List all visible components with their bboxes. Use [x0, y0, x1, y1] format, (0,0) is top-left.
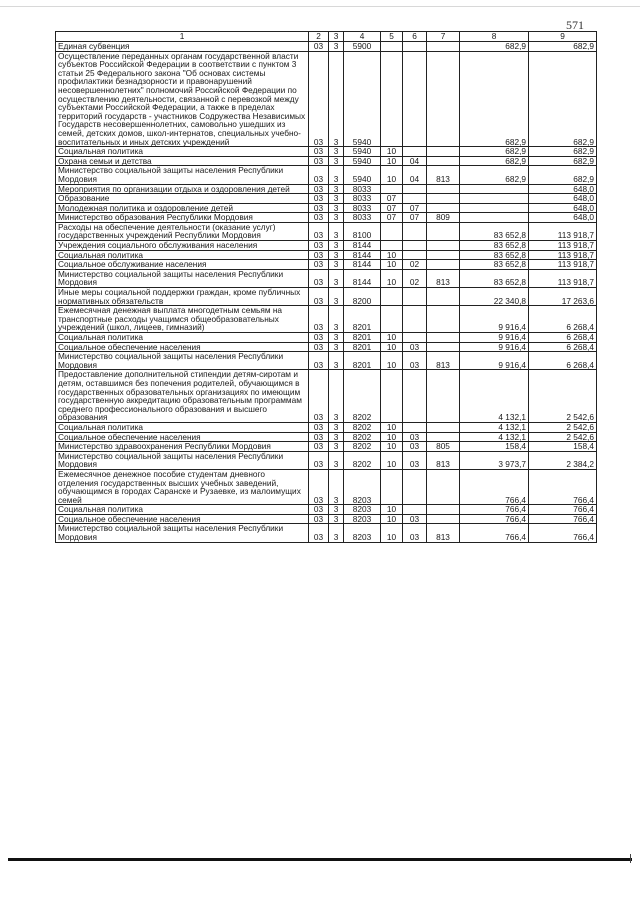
amount-col-8: 9 916,4	[460, 352, 529, 370]
code-gp: 03	[309, 147, 329, 157]
scan-mark	[630, 854, 631, 863]
amount-col-8: 9 916,4	[460, 342, 529, 352]
table-row	[56, 147, 597, 157]
code-agency: 813	[427, 166, 460, 184]
code-target: 8033	[344, 184, 381, 194]
row-description: Социальная политика	[56, 333, 309, 343]
code-target: 8033	[344, 203, 381, 213]
code-pgp: 3	[329, 288, 344, 306]
code-agency	[427, 306, 460, 333]
code-gp: 03	[309, 250, 329, 260]
code-section	[381, 51, 403, 147]
code-agency: 813	[427, 352, 460, 370]
row-description: Министерство социальной защиты населения Республики Мордовия	[56, 524, 309, 542]
column-header: 9	[529, 32, 597, 42]
code-gp: 03	[309, 51, 329, 147]
code-target: 8203	[344, 514, 381, 524]
amount-col-8: 158,4	[460, 442, 529, 452]
code-agency	[427, 147, 460, 157]
amount-col-9: 2 542,6	[529, 432, 597, 442]
row-description: Министерство социальной защиты населения Республики Мордовия	[56, 451, 309, 469]
code-agency	[427, 333, 460, 343]
code-subsection: 07	[403, 203, 427, 213]
page-number: 571	[566, 18, 584, 32]
code-agency	[427, 505, 460, 515]
code-pgp: 3	[329, 51, 344, 147]
code-subsection	[403, 184, 427, 194]
amount-col-9: 2 542,6	[529, 370, 597, 423]
row-description: Министерство образования Республики Мордовия	[56, 213, 309, 223]
amount-col-8: 682,9	[460, 147, 529, 157]
amount-col-9: 766,4	[529, 514, 597, 524]
amount-col-8: 682,9	[460, 166, 529, 184]
amount-col-9: 2 542,6	[529, 422, 597, 432]
row-description: Осуществление переданных органам государственной власти субъектов Российской Федерации в соответствии с пунктом 3 статьи 25 Федерального закона "Об основах системы профилактики безнадзорности и правонарушений несовершеннолетних" полномочий Российской Федерации по осуществлению деятельности, связанной с перевозкой между субъектами Российской Федерации, а также в пределах территорий государств - участников Содружества Независимых Государств несовершеннолетних, самовольно ушедших из семей, детских домов, школ-интернатов, специальных учебно-воспитательных и иных детских учреждений	[56, 51, 309, 147]
code-gp: 03	[309, 184, 329, 194]
row-description: Мероприятия по организации отдыха и оздоровления детей	[56, 184, 309, 194]
row-description: Социальная политика	[56, 422, 309, 432]
code-pgp: 3	[329, 241, 344, 251]
row-description: Социальная политика	[56, 250, 309, 260]
code-target: 8201	[344, 306, 381, 333]
code-gp: 03	[309, 260, 329, 270]
amount-col-9: 6 268,4	[529, 342, 597, 352]
code-gp: 03	[309, 524, 329, 542]
row-description: Иные меры социальной поддержки граждан, кроме публичных нормативных обязательств	[56, 288, 309, 306]
code-pgp: 3	[329, 306, 344, 333]
code-gp: 03	[309, 432, 329, 442]
amount-col-8: 4 132,1	[460, 370, 529, 423]
code-gp: 03	[309, 342, 329, 352]
code-subsection: 03	[403, 352, 427, 370]
amount-col-9: 682,9	[529, 166, 597, 184]
code-gp: 03	[309, 370, 329, 423]
code-pgp: 3	[329, 156, 344, 166]
column-header: 7	[427, 32, 460, 42]
code-target: 8203	[344, 524, 381, 542]
table-row	[56, 451, 597, 469]
code-pgp: 3	[329, 422, 344, 432]
code-section: 10	[381, 422, 403, 432]
table-row	[56, 306, 597, 333]
code-pgp: 3	[329, 194, 344, 204]
code-pgp: 3	[329, 342, 344, 352]
column-header: 2	[309, 32, 329, 42]
code-section: 10	[381, 269, 403, 287]
code-agency	[427, 241, 460, 251]
row-description: Охрана семьи и детства	[56, 156, 309, 166]
amount-col-9: 648,0	[529, 213, 597, 223]
code-target: 8202	[344, 442, 381, 452]
code-subsection	[403, 42, 427, 52]
bottom-rule	[8, 858, 632, 861]
table-row	[56, 333, 597, 343]
table-row	[56, 524, 597, 542]
table-row	[56, 166, 597, 184]
table-header-row	[56, 32, 597, 42]
code-target: 8144	[344, 269, 381, 287]
code-subsection	[403, 333, 427, 343]
code-subsection: 07	[403, 213, 427, 223]
code-agency: 813	[427, 269, 460, 287]
code-pgp: 3	[329, 514, 344, 524]
table-row	[56, 156, 597, 166]
amount-col-8: 83 652,8	[460, 241, 529, 251]
amount-col-8: 83 652,8	[460, 222, 529, 240]
row-description: Ежемесячная денежная выплата многодетным семьям на транспортные расходы учащимся общеобразовательных учреждений (школ, лицеев, гимназий)	[56, 306, 309, 333]
code-pgp: 3	[329, 370, 344, 423]
code-section: 10	[381, 147, 403, 157]
code-section	[381, 222, 403, 240]
code-section	[381, 288, 403, 306]
code-target: 8144	[344, 260, 381, 270]
code-pgp: 3	[329, 524, 344, 542]
row-description: Социальное обеспечение населения	[56, 342, 309, 352]
code-pgp: 3	[329, 505, 344, 515]
amount-col-8: 83 652,8	[460, 260, 529, 270]
code-target: 8202	[344, 432, 381, 442]
code-section: 10	[381, 514, 403, 524]
code-pgp: 3	[329, 260, 344, 270]
row-description: Молодежная политика и оздоровление детей	[56, 203, 309, 213]
code-subsection: 03	[403, 342, 427, 352]
code-agency: 813	[427, 451, 460, 469]
column-header: 1	[56, 32, 309, 42]
code-section: 10	[381, 442, 403, 452]
code-subsection	[403, 469, 427, 504]
code-subsection	[403, 241, 427, 251]
code-pgp: 3	[329, 269, 344, 287]
code-section: 10	[381, 505, 403, 515]
code-pgp: 3	[329, 203, 344, 213]
table-row	[56, 269, 597, 287]
code-gp: 03	[309, 451, 329, 469]
code-section: 10	[381, 250, 403, 260]
column-header: 3	[329, 32, 344, 42]
code-target: 5940	[344, 156, 381, 166]
code-target: 8203	[344, 469, 381, 504]
table-row	[56, 250, 597, 260]
amount-col-8: 9 916,4	[460, 306, 529, 333]
code-target: 8203	[344, 505, 381, 515]
code-pgp: 3	[329, 451, 344, 469]
code-gp: 03	[309, 352, 329, 370]
code-agency	[427, 260, 460, 270]
amount-col-8	[460, 203, 529, 213]
amount-col-9: 17 263,6	[529, 288, 597, 306]
code-subsection: 03	[403, 451, 427, 469]
code-agency	[427, 194, 460, 204]
row-description: Ежемесячное денежное пособие студентам дневного отделения государственных высших учебных заведений, обучающимся в городах Саранске и Рузаевке, из малоимущих семей	[56, 469, 309, 504]
table-row	[56, 288, 597, 306]
amount-col-8: 682,9	[460, 51, 529, 147]
amount-col-9: 6 268,4	[529, 333, 597, 343]
amount-col-8	[460, 213, 529, 223]
code-agency	[427, 203, 460, 213]
amount-col-9: 648,0	[529, 203, 597, 213]
code-pgp: 3	[329, 213, 344, 223]
amount-col-9: 113 918,7	[529, 260, 597, 270]
code-agency	[427, 514, 460, 524]
code-target: 5900	[344, 42, 381, 52]
code-target: 8202	[344, 451, 381, 469]
code-section: 07	[381, 213, 403, 223]
amount-col-8	[460, 194, 529, 204]
table-row	[56, 422, 597, 432]
code-agency: 813	[427, 524, 460, 542]
code-section: 10	[381, 342, 403, 352]
code-agency: 805	[427, 442, 460, 452]
code-section: 10	[381, 333, 403, 343]
amount-col-9: 682,9	[529, 51, 597, 147]
code-pgp: 3	[329, 222, 344, 240]
code-pgp: 3	[329, 147, 344, 157]
row-description: Министерство социальной защиты населения Республики Мордовия	[56, 352, 309, 370]
code-target: 8201	[344, 342, 381, 352]
code-agency	[427, 432, 460, 442]
code-gp: 03	[309, 222, 329, 240]
code-agency	[427, 156, 460, 166]
code-target: 8144	[344, 241, 381, 251]
amount-col-8: 3 973,7	[460, 451, 529, 469]
table-row	[56, 51, 597, 147]
code-agency	[427, 469, 460, 504]
code-subsection: 03	[403, 442, 427, 452]
code-section: 10	[381, 166, 403, 184]
code-subsection: 02	[403, 260, 427, 270]
code-section	[381, 370, 403, 423]
code-section: 10	[381, 352, 403, 370]
code-target: 5940	[344, 166, 381, 184]
amount-col-8: 83 652,8	[460, 250, 529, 260]
code-agency	[427, 288, 460, 306]
code-subsection	[403, 51, 427, 147]
amount-col-9: 648,0	[529, 194, 597, 204]
code-gp: 03	[309, 241, 329, 251]
code-section: 07	[381, 194, 403, 204]
table-row	[56, 241, 597, 251]
code-target: 8201	[344, 352, 381, 370]
row-description: Социальное обслуживание населения	[56, 260, 309, 270]
table-row	[56, 194, 597, 204]
code-section: 10	[381, 156, 403, 166]
code-target: 8201	[344, 333, 381, 343]
code-subsection	[403, 147, 427, 157]
amount-col-9: 766,4	[529, 469, 597, 504]
table-row	[56, 469, 597, 504]
code-gp: 03	[309, 514, 329, 524]
code-section	[381, 469, 403, 504]
amount-col-8: 766,4	[460, 514, 529, 524]
code-agency	[427, 184, 460, 194]
row-description: Министерство здравоохранения Республики Мордовия	[56, 442, 309, 452]
top-rule	[0, 6, 640, 7]
amount-col-8: 83 652,8	[460, 269, 529, 287]
code-gp: 03	[309, 166, 329, 184]
amount-col-9: 113 918,7	[529, 222, 597, 240]
amount-col-8: 4 132,1	[460, 432, 529, 442]
code-gp: 03	[309, 306, 329, 333]
amount-col-9: 682,9	[529, 156, 597, 166]
code-subsection: 02	[403, 269, 427, 287]
code-subsection	[403, 422, 427, 432]
amount-col-9: 682,9	[529, 147, 597, 157]
amount-col-8: 682,9	[460, 42, 529, 52]
amount-col-9: 6 268,4	[529, 306, 597, 333]
table-row	[56, 442, 597, 452]
amount-col-9: 2 384,2	[529, 451, 597, 469]
column-header: 8	[460, 32, 529, 42]
code-subsection: 04	[403, 166, 427, 184]
row-description: Социальная политика	[56, 147, 309, 157]
code-pgp: 3	[329, 250, 344, 260]
amount-col-8: 22 340,8	[460, 288, 529, 306]
code-agency	[427, 222, 460, 240]
row-description: Расходы на обеспечение деятельности (оказание услуг) государственных учреждений Республики Мордовия	[56, 222, 309, 240]
amount-col-9: 766,4	[529, 524, 597, 542]
code-section: 10	[381, 451, 403, 469]
column-header: 5	[381, 32, 403, 42]
row-description: Министерство социальной защиты населения Республики Мордовия	[56, 269, 309, 287]
amount-col-8: 766,4	[460, 524, 529, 542]
amount-col-9: 648,0	[529, 184, 597, 194]
amount-col-9: 766,4	[529, 505, 597, 515]
row-description: Предоставление дополнительной стипендии детям-сиротам и детям, оставшимся без попечения родителей, обучающимся в государственных образовательных организациях по имеющим государственную аккредитацию образовательным программам среднего профессионального образования и высшего образования	[56, 370, 309, 423]
code-gp: 03	[309, 156, 329, 166]
code-section: 07	[381, 203, 403, 213]
amount-col-9: 113 918,7	[529, 241, 597, 251]
budget-table	[55, 31, 597, 543]
amount-col-8: 9 916,4	[460, 333, 529, 343]
code-subsection: 03	[403, 514, 427, 524]
amount-col-8: 682,9	[460, 156, 529, 166]
code-gp: 03	[309, 203, 329, 213]
table-row	[56, 342, 597, 352]
table-row	[56, 260, 597, 270]
code-gp: 03	[309, 505, 329, 515]
code-pgp: 3	[329, 333, 344, 343]
code-section	[381, 184, 403, 194]
code-subsection	[403, 505, 427, 515]
code-gp: 03	[309, 469, 329, 504]
code-subsection: 03	[403, 432, 427, 442]
code-target: 8033	[344, 194, 381, 204]
code-gp: 03	[309, 422, 329, 432]
table-row	[56, 432, 597, 442]
code-pgp: 3	[329, 166, 344, 184]
code-subsection	[403, 250, 427, 260]
code-target: 8202	[344, 370, 381, 423]
code-target: 5940	[344, 147, 381, 157]
amount-col-8: 766,4	[460, 505, 529, 515]
table-row	[56, 203, 597, 213]
code-gp: 03	[309, 442, 329, 452]
amount-col-8	[460, 184, 529, 194]
code-target: 8100	[344, 222, 381, 240]
row-description: Единая субвенция	[56, 42, 309, 52]
code-section: 10	[381, 260, 403, 270]
amount-col-8: 4 132,1	[460, 422, 529, 432]
code-agency	[427, 51, 460, 147]
amount-col-9: 158,4	[529, 442, 597, 452]
code-subsection	[403, 370, 427, 423]
code-subsection	[403, 288, 427, 306]
code-pgp: 3	[329, 442, 344, 452]
code-subsection: 03	[403, 524, 427, 542]
code-subsection	[403, 194, 427, 204]
table-row	[56, 514, 597, 524]
table-row	[56, 42, 597, 52]
amount-col-9: 113 918,7	[529, 250, 597, 260]
code-gp: 03	[309, 288, 329, 306]
row-description: Социальное обеспечение населения	[56, 432, 309, 442]
code-target: 8144	[344, 250, 381, 260]
code-pgp: 3	[329, 469, 344, 504]
code-target: 8202	[344, 422, 381, 432]
amount-col-9: 6 268,4	[529, 352, 597, 370]
row-description: Социальное обеспечение населения	[56, 514, 309, 524]
code-pgp: 3	[329, 352, 344, 370]
row-description: Учреждения социального обслуживания населения	[56, 241, 309, 251]
code-pgp: 3	[329, 432, 344, 442]
code-subsection	[403, 306, 427, 333]
code-agency: 809	[427, 213, 460, 223]
amount-col-9: 682,9	[529, 42, 597, 52]
code-section	[381, 306, 403, 333]
row-description: Министерство социальной защиты населения Республики Мордовия	[56, 166, 309, 184]
code-target: 5940	[344, 51, 381, 147]
code-gp: 03	[309, 194, 329, 204]
code-section	[381, 42, 403, 52]
code-pgp: 3	[329, 184, 344, 194]
row-description: Социальная политика	[56, 505, 309, 515]
table-row	[56, 184, 597, 194]
code-pgp: 3	[329, 42, 344, 52]
code-gp: 03	[309, 333, 329, 343]
code-agency	[427, 370, 460, 423]
amount-col-9: 113 918,7	[529, 269, 597, 287]
code-agency	[427, 342, 460, 352]
code-section	[381, 241, 403, 251]
table-row	[56, 213, 597, 223]
table-body	[56, 42, 597, 543]
code-target: 8200	[344, 288, 381, 306]
code-gp: 03	[309, 42, 329, 52]
code-subsection: 04	[403, 156, 427, 166]
code-section: 10	[381, 524, 403, 542]
column-header: 6	[403, 32, 427, 42]
code-target: 8033	[344, 213, 381, 223]
table-row	[56, 222, 597, 240]
code-subsection	[403, 222, 427, 240]
code-gp: 03	[309, 269, 329, 287]
code-agency	[427, 250, 460, 260]
code-agency	[427, 42, 460, 52]
code-gp: 03	[309, 213, 329, 223]
table-row	[56, 505, 597, 515]
column-header: 4	[344, 32, 381, 42]
code-section: 10	[381, 432, 403, 442]
row-description: Образование	[56, 194, 309, 204]
table-row	[56, 352, 597, 370]
table-row	[56, 370, 597, 423]
amount-col-8: 766,4	[460, 469, 529, 504]
code-agency	[427, 422, 460, 432]
